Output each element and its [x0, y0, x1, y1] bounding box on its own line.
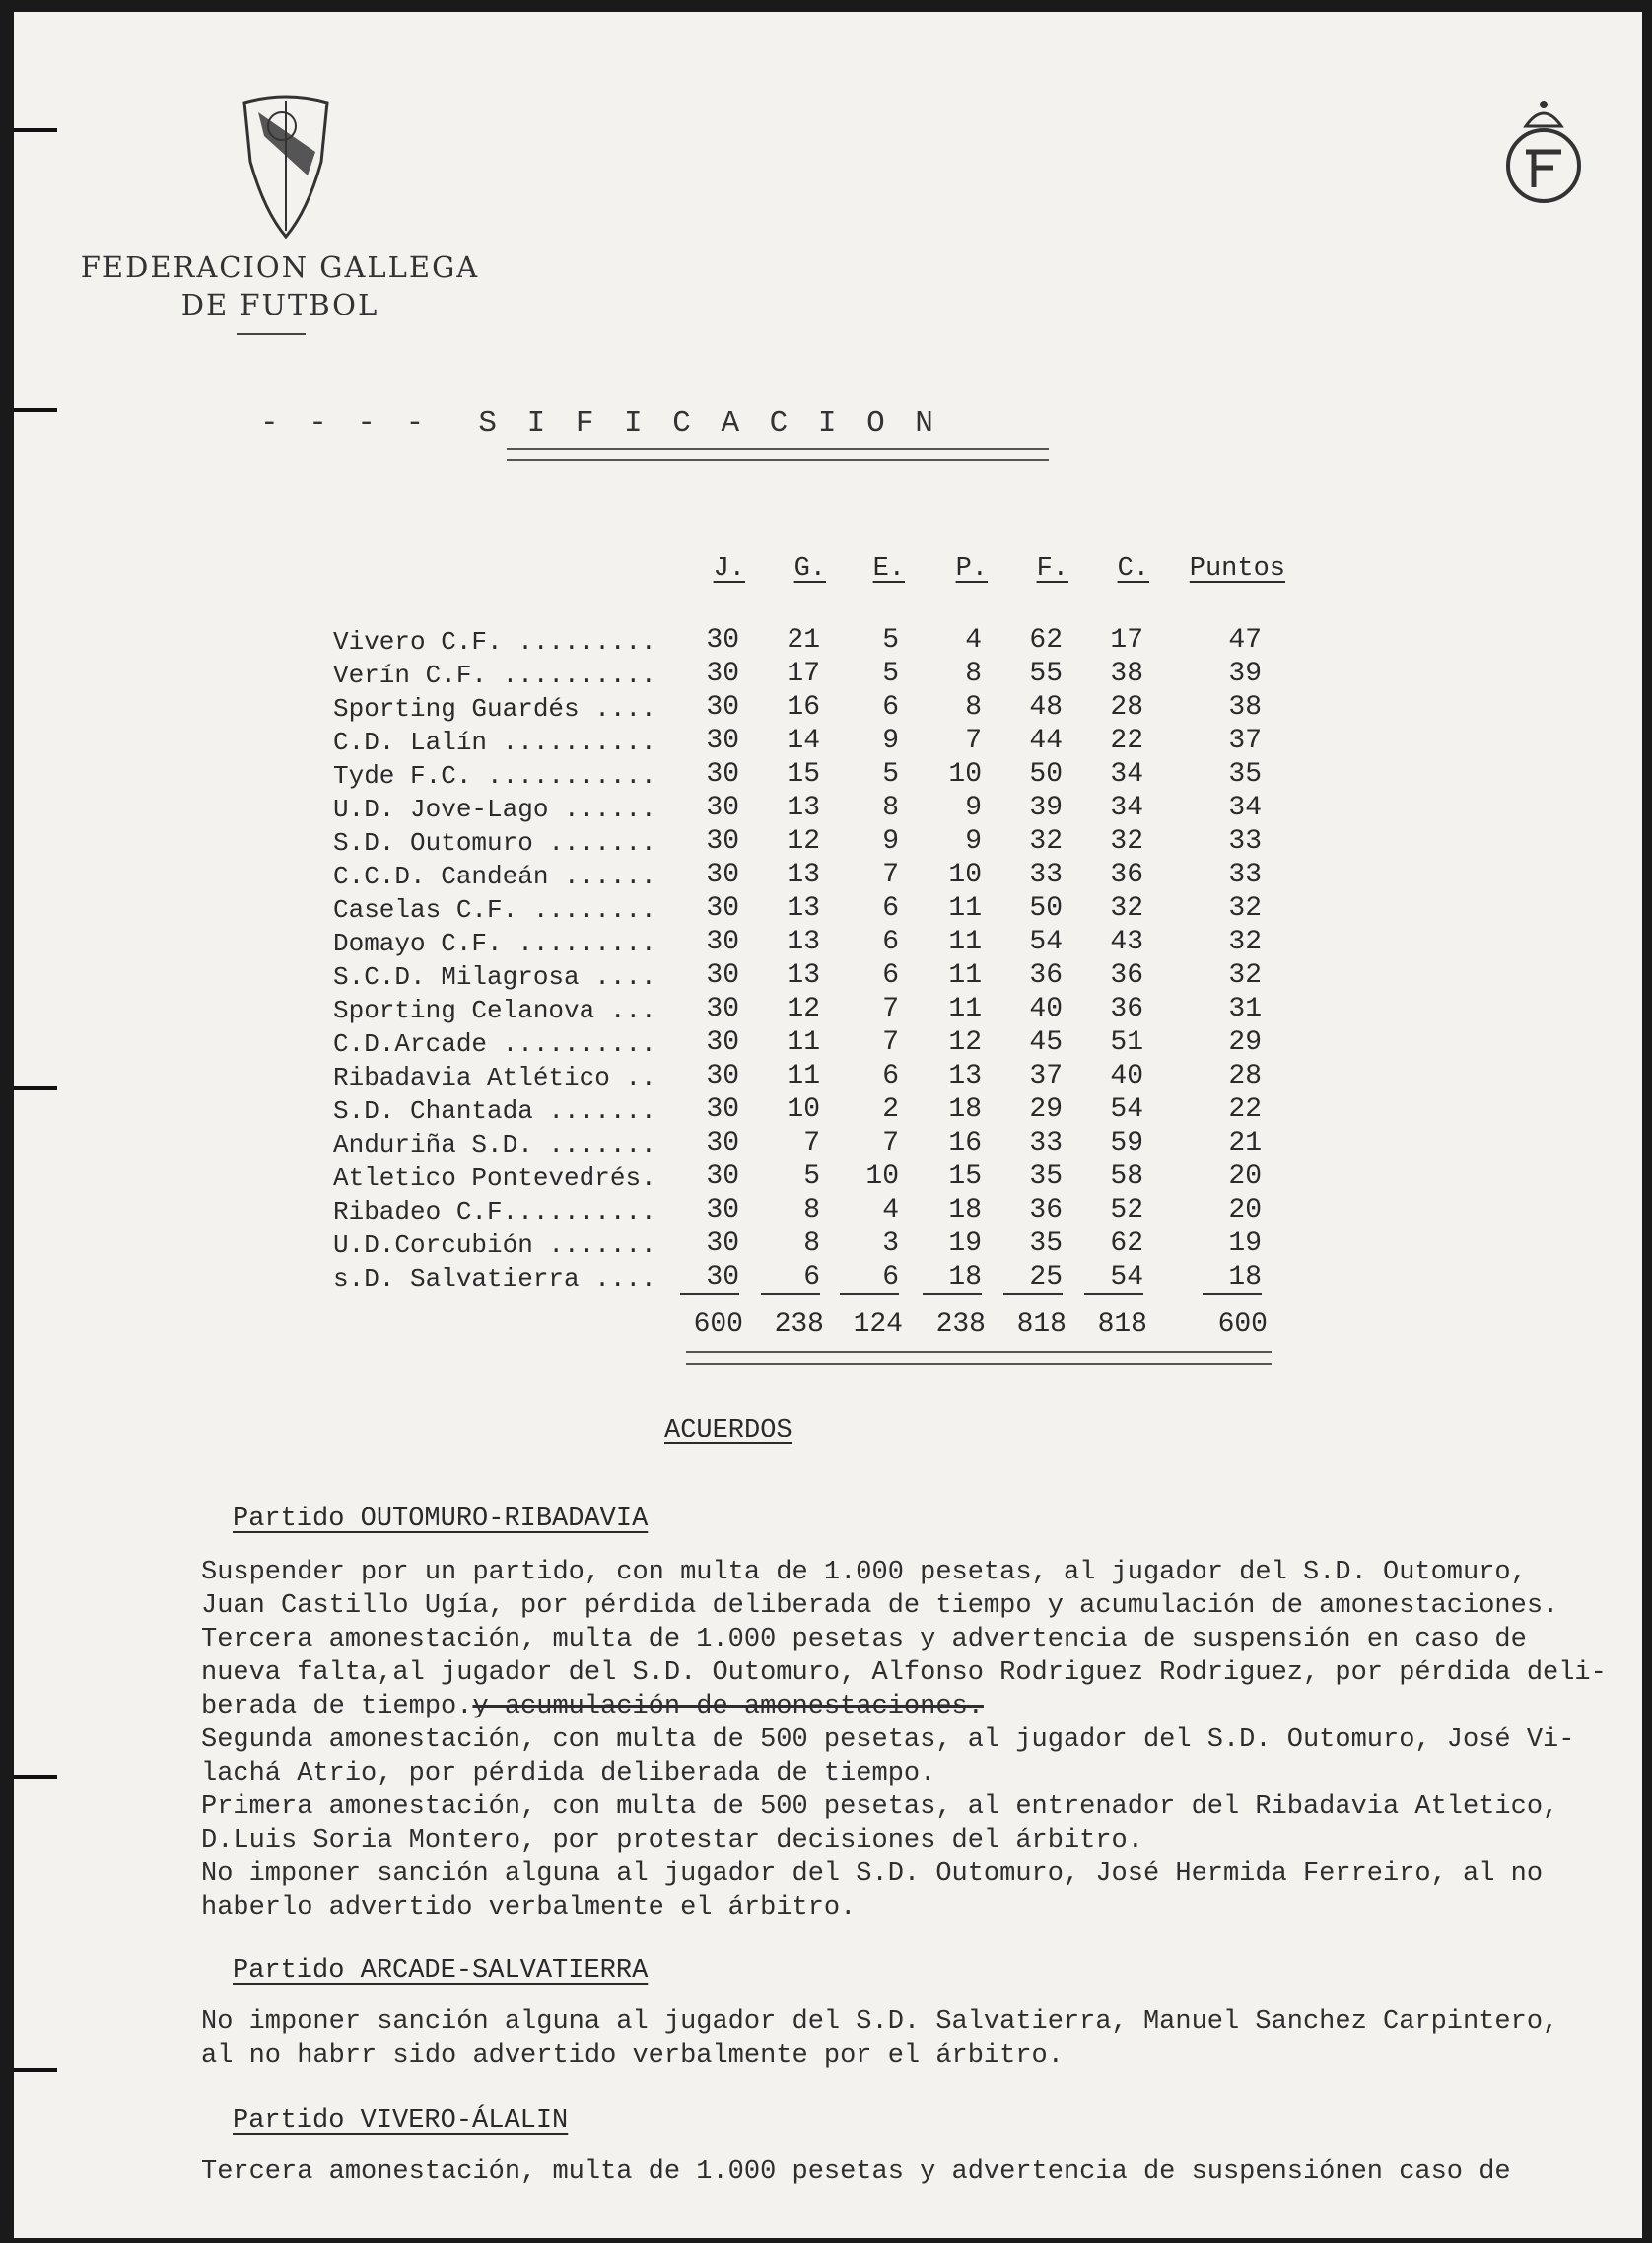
stat-p: 8: [965, 692, 982, 723]
team-name: Anduriña S.D. .......: [333, 1130, 656, 1159]
stat-j: 30: [706, 994, 739, 1024]
document-page: [14, 12, 1642, 2238]
stat-p: 12: [948, 1027, 982, 1058]
stat-f: 54: [1029, 927, 1063, 957]
stat-f: 39: [1029, 793, 1063, 823]
stat-j: 30: [706, 893, 739, 924]
total-g: 238: [774, 1309, 824, 1340]
stat-p: 7: [965, 726, 982, 756]
stat-g: 21: [787, 625, 820, 656]
body-line-with-strike: [201, 1692, 1620, 1721]
team-name: Tyde F.C. ...........: [333, 761, 656, 791]
stat-c: 34: [1110, 759, 1143, 790]
stat-e: 7: [882, 860, 899, 890]
stat-p: 10: [948, 759, 982, 790]
team-name: Sporting Celanova ...: [333, 996, 656, 1025]
stat-pts: 47: [1228, 625, 1262, 656]
stat-pts: 21: [1228, 1128, 1262, 1158]
team-name: S.D. Chantada .......: [333, 1096, 656, 1126]
stat-p: 11: [948, 994, 982, 1024]
stat-j: 30: [706, 1061, 739, 1091]
stat-e: 9: [882, 726, 899, 756]
stat-pts: 38: [1228, 692, 1262, 723]
stat-e: 6: [882, 893, 899, 924]
col-header-g: G.: [793, 554, 826, 584]
stat-g: 12: [787, 994, 820, 1024]
federation-name: [73, 248, 487, 323]
stat-g: 8: [803, 1228, 820, 1259]
stat-e: 9: [882, 826, 899, 857]
stat-c: 36: [1110, 860, 1143, 890]
stat-j: 30: [706, 793, 739, 823]
stat-p: 11: [948, 893, 982, 924]
struck-text: y acumulación de amonestaciones.: [472, 1692, 984, 1721]
col-header-j: J.: [713, 554, 745, 584]
stat-f: 33: [1029, 1128, 1063, 1158]
stat-f: 36: [1029, 960, 1063, 991]
stat-g: 13: [787, 860, 820, 890]
stat-c: 52: [1110, 1195, 1143, 1226]
body-line: haberlo advertido verbalmente el árbitro.: [201, 1893, 857, 1923]
body-line: Segunda amonestación, con multa de 500 pesetas, al jugador del S.D. Outomuro, José Vi-: [201, 1725, 1575, 1755]
stat-f: 50: [1029, 893, 1063, 924]
stat-f: 40: [1029, 994, 1063, 1024]
stat-c: 54: [1110, 1094, 1143, 1125]
stat-pts: 28: [1228, 1061, 1262, 1091]
col-header-c: C.: [1117, 554, 1149, 584]
team-name: Sporting Guardés ....: [333, 694, 656, 724]
stat-p: 16: [948, 1128, 982, 1158]
stat-j: 30: [706, 692, 739, 723]
total-p: 238: [935, 1309, 986, 1340]
stat-f: 44: [1029, 726, 1063, 756]
stat-pts: 19: [1228, 1228, 1262, 1259]
stat-c: 40: [1110, 1061, 1143, 1091]
stat-j: 30: [706, 1195, 739, 1226]
team-name: Atletico Pontevedrés.: [333, 1163, 656, 1193]
stat-j: 30: [706, 659, 739, 689]
stat-g: 16: [787, 692, 820, 723]
team-name: U.D. Jove-Lago ......: [333, 795, 656, 824]
section-title: Partido ARCADE-SALVATIERRA: [233, 1956, 649, 1986]
stat-pts: 35: [1228, 759, 1262, 790]
total-e: 124: [853, 1309, 903, 1340]
body-line: No imponer sanción alguna al jugador del S.D. Outomuro, José Hermida Ferreiro, al no: [201, 1859, 1544, 1889]
stat-f: 36: [1029, 1195, 1063, 1226]
stat-c: 38: [1110, 659, 1143, 689]
punch-hole-mark: [14, 2068, 57, 2072]
stat-p: 11: [948, 927, 982, 957]
stat-c: 32: [1110, 826, 1143, 857]
stat-c: 51: [1110, 1027, 1143, 1058]
total-j: 600: [693, 1309, 743, 1340]
body-line: nueva falta,al jugador del S.D. Outomuro, Alfonso Rodriguez Rodriguez, por pérdida deli-: [201, 1658, 1607, 1688]
body-line: Primera amonestación, con multa de 500 pesetas, al entrenador del Ribadavia Atletico,: [201, 1792, 1559, 1822]
stat-c: 43: [1110, 927, 1143, 957]
stat-f: 55: [1029, 659, 1063, 689]
stat-pts: 34: [1228, 793, 1262, 823]
stat-g: 13: [787, 960, 820, 991]
stat-c: 17: [1110, 625, 1143, 656]
punch-hole-mark: [14, 1086, 57, 1090]
federation-name-line1: FEDERACION GALLEGA: [80, 250, 480, 284]
header-divider: [237, 333, 306, 335]
team-name: C.D.Arcade ..........: [333, 1029, 656, 1059]
stat-p: 9: [965, 793, 982, 823]
body-line: D.Luis Soria Montero, por protestar decisiones del árbitro.: [201, 1826, 1143, 1856]
stat-f: 35: [1029, 1161, 1063, 1192]
stat-pts: 22: [1228, 1094, 1262, 1125]
stat-pts: 33: [1228, 860, 1262, 890]
punch-hole-mark: [14, 1775, 57, 1779]
stat-g: 6: [761, 1262, 820, 1295]
team-name: Caselas C.F. ........: [333, 895, 656, 925]
col-header-f: F.: [1036, 554, 1068, 584]
stat-j: 30: [706, 860, 739, 890]
stat-p: 9: [965, 826, 982, 857]
stat-j: 30: [706, 927, 739, 957]
team-name: Verín C.F. ..........: [333, 661, 656, 690]
stat-g: 11: [787, 1027, 820, 1058]
team-name: Ribadavia Atlético ..: [333, 1063, 656, 1092]
stat-c: 34: [1110, 793, 1143, 823]
stat-e: 2: [882, 1094, 899, 1125]
stat-e: 7: [882, 1128, 899, 1158]
total-c: 818: [1097, 1309, 1147, 1340]
stat-f: 62: [1029, 625, 1063, 656]
stat-e: 5: [882, 625, 899, 656]
stat-j: 30: [680, 1262, 739, 1295]
stat-f: 35: [1029, 1228, 1063, 1259]
federation-shield-logo: [239, 93, 333, 239]
team-name: S.C.D. Milagrosa ....: [333, 962, 656, 992]
stat-p: 10: [948, 860, 982, 890]
federation-name-line2: DE FUTBOL: [180, 288, 379, 321]
stat-f: 25: [1003, 1262, 1063, 1295]
stat-j: 30: [706, 726, 739, 756]
team-name: C.D. Lalín ..........: [333, 728, 656, 757]
stat-p: 18: [923, 1262, 982, 1295]
body-line: Tercera amonestación, multa de 1.000 pesetas y advertencia de suspensión en caso de: [201, 1625, 1527, 1654]
stat-j: 30: [706, 1161, 739, 1192]
stat-j: 30: [706, 625, 739, 656]
punch-hole-mark: [14, 408, 57, 412]
stat-f: 29: [1029, 1094, 1063, 1125]
stat-e: 7: [882, 994, 899, 1024]
stat-g: 7: [803, 1128, 820, 1158]
stat-e: 10: [865, 1161, 899, 1192]
stat-pts: 37: [1228, 726, 1262, 756]
body-line: al no habrr sido advertido verbalmente por el árbitro.: [201, 2041, 1064, 2070]
stat-g: 13: [787, 793, 820, 823]
stat-f: 37: [1029, 1061, 1063, 1091]
stat-pts: 33: [1228, 826, 1262, 857]
stat-p: 19: [948, 1228, 982, 1259]
stat-j: 30: [706, 1094, 739, 1125]
title-underline: [507, 448, 1049, 461]
col-header-p: P.: [955, 554, 988, 584]
stat-p: 8: [965, 659, 982, 689]
stat-j: 30: [706, 1128, 739, 1158]
stat-pts: 32: [1228, 960, 1262, 991]
team-name: Ribadeo C.F..........: [333, 1197, 656, 1227]
stat-c: 58: [1110, 1161, 1143, 1192]
stat-f: 50: [1029, 759, 1063, 790]
stat-e: 6: [840, 1262, 899, 1295]
stat-c: 36: [1110, 994, 1143, 1024]
body-line: Suspender por un partido, con multa de 1.000 pesetas, al jugador del S.D. Outomuro,: [201, 1558, 1527, 1587]
stat-p: 4: [965, 625, 982, 656]
stat-p: 15: [948, 1161, 982, 1192]
stat-j: 30: [706, 960, 739, 991]
stat-g: 13: [787, 927, 820, 957]
stat-e: 6: [882, 1061, 899, 1091]
stat-g: 10: [787, 1094, 820, 1125]
stat-g: 12: [787, 826, 820, 857]
stat-p: 11: [948, 960, 982, 991]
stat-g: 8: [803, 1195, 820, 1226]
col-header-e: E.: [872, 554, 905, 584]
stat-c: 59: [1110, 1128, 1143, 1158]
stat-c: 54: [1084, 1262, 1143, 1295]
stat-e: 5: [882, 759, 899, 790]
stat-pts: 20: [1228, 1161, 1262, 1192]
stat-pts: 39: [1228, 659, 1262, 689]
stat-j: 30: [706, 1228, 739, 1259]
punch-hole-mark: [14, 128, 57, 132]
stat-j: 30: [706, 1027, 739, 1058]
stat-e: 5: [882, 659, 899, 689]
stat-c: 32: [1110, 893, 1143, 924]
totals-underline: [686, 1351, 1272, 1365]
stat-pts: 29: [1228, 1027, 1262, 1058]
body-line: Juan Castillo Ugía, por pérdida deliberada de tiempo y acumulación de amonestaciones.: [201, 1591, 1559, 1621]
stat-g: 14: [787, 726, 820, 756]
stat-pts: 31: [1228, 994, 1262, 1024]
stat-c: 22: [1110, 726, 1143, 756]
crowned-emblem-logo: [1500, 97, 1587, 215]
stat-f: 45: [1029, 1027, 1063, 1058]
body-text: berada de tiempo.: [201, 1692, 473, 1721]
total-f: 818: [1016, 1309, 1067, 1340]
stat-f: 48: [1029, 692, 1063, 723]
stat-f: 32: [1029, 826, 1063, 857]
stat-pts: 18: [1203, 1262, 1262, 1295]
stat-p: 18: [948, 1195, 982, 1226]
stat-pts: 32: [1228, 893, 1262, 924]
stat-p: 18: [948, 1094, 982, 1125]
col-header-puntos: Puntos: [1189, 554, 1285, 584]
stat-f: 33: [1029, 860, 1063, 890]
team-name: Vivero C.F. .........: [333, 627, 656, 657]
team-name: C.C.D. Candeán ......: [333, 862, 656, 891]
stat-g: 15: [787, 759, 820, 790]
section-title: Partido VIVERO-ÁLALIN: [233, 2106, 569, 2136]
stat-g: 5: [803, 1161, 820, 1192]
stat-c: 28: [1110, 692, 1143, 723]
stat-pts: 20: [1228, 1195, 1262, 1226]
team-name: Domayo C.F. .........: [333, 929, 656, 958]
body-line: Tercera amonestación, multa de 1.000 pesetas y advertencia de suspensiónen caso de: [201, 2157, 1511, 2187]
stat-e: 4: [882, 1195, 899, 1226]
stat-c: 36: [1110, 960, 1143, 991]
stat-j: 30: [706, 759, 739, 790]
team-name: S.D. Outomuro .......: [333, 828, 656, 858]
body-line: lachá Atrio, por pérdida deliberada de tiempo.: [201, 1759, 936, 1788]
team-name: s.D. Salvatierra ....: [333, 1264, 656, 1294]
page-title: - - - - S I F I C A C I O N: [260, 406, 939, 441]
stat-e: 3: [882, 1228, 899, 1259]
stat-g: 11: [787, 1061, 820, 1091]
team-name: U.D.Corcubión .......: [333, 1230, 656, 1260]
stat-pts: 32: [1228, 927, 1262, 957]
stat-e: 6: [882, 927, 899, 957]
stat-e: 6: [882, 692, 899, 723]
stat-e: 6: [882, 960, 899, 991]
acuerdos-heading: ACUERDOS: [664, 1416, 792, 1445]
stat-j: 30: [706, 826, 739, 857]
stat-p: 13: [948, 1061, 982, 1091]
stat-c: 62: [1110, 1228, 1143, 1259]
stat-g: 13: [787, 893, 820, 924]
stat-e: 8: [882, 793, 899, 823]
body-line: No imponer sanción alguna al jugador del S.D. Salvatierra, Manuel Sanchez Carpintero,: [201, 2007, 1559, 2037]
section-title: Partido OUTOMURO-RIBADAVIA: [233, 1505, 649, 1534]
stat-g: 17: [787, 659, 820, 689]
stat-e: 7: [882, 1027, 899, 1058]
total-puntos: 600: [1217, 1309, 1268, 1340]
